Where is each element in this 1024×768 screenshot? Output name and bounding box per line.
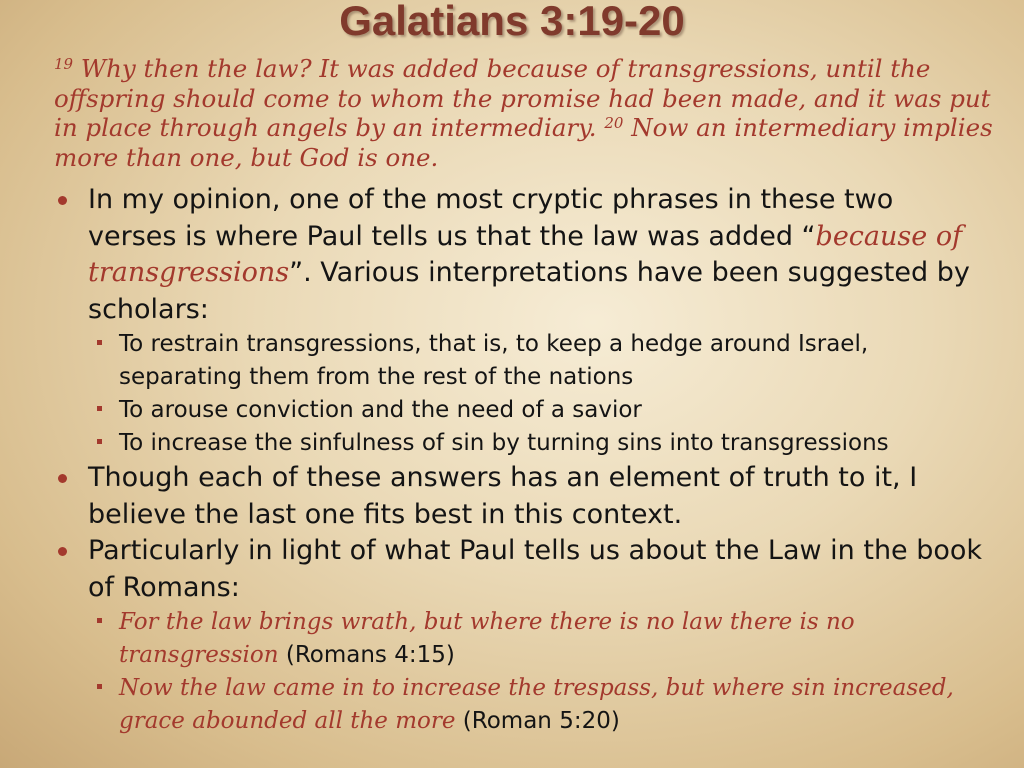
square-bullet-icon [97, 684, 102, 689]
bullet-text: Though each of these answers has an element of truth to it, I believe the last one fits best in this context. [88, 462, 918, 530]
sub-bullet-text: To restrain transgressions, that is, to keep a hedge around Israel, separating them from the rest of the nations [119, 331, 869, 390]
sub-bullet-text: To increase the sinfulness of sin by turning sins into transgressions [119, 430, 889, 456]
reference-text: (Romans 4:15) [278, 642, 455, 668]
bullet-dot-icon [58, 474, 67, 483]
verse-part-2: Now an intermediary implies more than one, but God is one. [54, 113, 993, 172]
bullet-point-opinion [56, 182, 986, 328]
sub-bullet-arouse [56, 394, 986, 427]
square-bullet-icon [97, 439, 102, 444]
bullet-list [56, 182, 986, 738]
bullet-dot-icon [58, 547, 67, 556]
square-bullet-icon [97, 340, 102, 345]
square-bullet-icon [97, 618, 102, 623]
bullet-text: Particularly in light of what Paul tells us about the Law in the book of Romans: [88, 535, 983, 603]
reference-text: (Roman 5:20) [455, 708, 620, 734]
sub-bullet-romans-5-20 [56, 672, 986, 738]
bullet-dot-icon [58, 196, 67, 205]
bullet-text: ”. Various interpretations have been suggested by scholars: [88, 257, 970, 325]
verse-number-19: 19 [54, 55, 74, 73]
slide-title: Galatians 3:19-20 [339, 0, 685, 44]
sub-bullet-romans-4-15 [56, 606, 986, 672]
quote-text: Now the law came in to increase the trespass, but where sin increased, grace abounded all the more [119, 675, 954, 734]
emphasis-text: because of transgressions [88, 220, 963, 288]
sub-bullet-increase [56, 427, 986, 460]
sub-bullet-restrain [56, 328, 986, 394]
bullet-point-answers [56, 460, 986, 533]
sub-bullet-text: To arouse conviction and the need of a savior [119, 397, 642, 423]
bullet-text: In my opinion, one of the most cryptic phrases in these two verses is where Paul tells us that the law was added “ [88, 184, 894, 252]
square-bullet-icon [97, 406, 102, 411]
verse-text [54, 54, 1004, 172]
verse-part-1: Why then the law? It was added because of transgressions, until the offspring should come to whom the promise had been made, and it was put in place through angels by an intermediary. [54, 54, 991, 142]
quote-text: For the law brings wrath, but where there is no law there is no transgression [119, 609, 855, 668]
bullet-point-romans [56, 533, 986, 606]
verse-number-20: 20 [604, 114, 624, 132]
